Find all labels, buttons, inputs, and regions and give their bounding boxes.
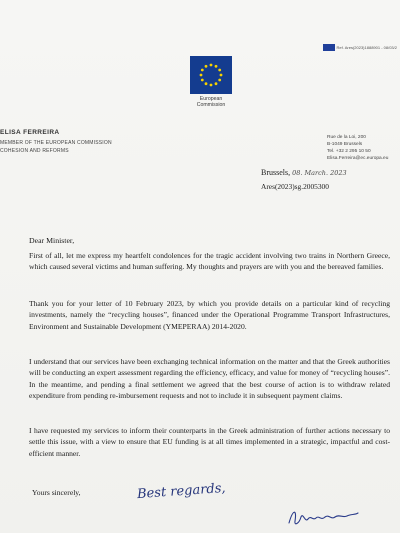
reference-stamp bbox=[323, 44, 398, 51]
sender-block bbox=[0, 129, 112, 155]
sender-address: Rue de la Loi, 200 B-1049 Brussels Tel. +32 2 295 10 50 Elisa.Ferreira@ec.europa.eu bbox=[327, 135, 389, 161]
eu-flag-icon bbox=[323, 44, 335, 51]
sender-role: MEMBER OF THE EUROPEAN COMMISSION COHESION AND REFORMS bbox=[0, 140, 112, 154]
eu-flag-logo-icon bbox=[190, 56, 232, 94]
salutation: Dear Minister, bbox=[29, 236, 75, 245]
handwritten-note: Best regards, bbox=[136, 480, 227, 503]
paragraph-condolences: First of all, let me express my heartfelt condolences for the tragic accident involving two trains in Northern Greece, which caused several victims and human suffering. My thoughts and prayers are with you and the bereaved families. bbox=[29, 251, 390, 272]
paragraph-thanks: Thank you for your letter of 10 February 2023, by which you provide details on a particular kind of recycling investments, namely the “recycling houses”, financed under the Operational Programme Transport Infrastructures, Environment and Sustainable Development (YMEPERAA) 2014-2020. bbox=[29, 299, 390, 331]
sender-name: ELISA FERREIRA bbox=[0, 129, 60, 136]
logo-text: European Commission bbox=[196, 96, 226, 108]
eu-stars-icon bbox=[190, 56, 232, 94]
handwritten-date: 08. March. 2023 bbox=[292, 169, 347, 177]
commission-logo bbox=[186, 56, 236, 108]
place-text: Brussels, bbox=[261, 168, 291, 177]
reference-stamp-text: Ref. Ares(2023)1888901 - 08/03/2 bbox=[336, 45, 397, 50]
paragraph-assessment: I understand that our services have been exchanging technical information on the matter and that the Greek authorities will be conducting an expert assessment regarding the efficiency, efficacy, and value for money of “recycling houses”. In the meantime, and pending a final settlement we agreed that the best course of action is to withdraw related expenditure from pending re-imbursement requests and not to include it in subsequent payment claims. bbox=[29, 357, 390, 400]
place-date-line bbox=[261, 168, 347, 178]
ares-reference: Ares(2023)sg.2005300 bbox=[261, 182, 329, 191]
paragraph-actions: I have requested my services to inform their counterparts in the Greek administration of further actions necessary to settle this issue, with a view to ensure that EU funding is at all times implemented in a strategic, impactful and cost-efficient manner. bbox=[29, 426, 390, 458]
closing: Yours sincerely, bbox=[32, 488, 81, 497]
signature-icon bbox=[285, 505, 360, 529]
